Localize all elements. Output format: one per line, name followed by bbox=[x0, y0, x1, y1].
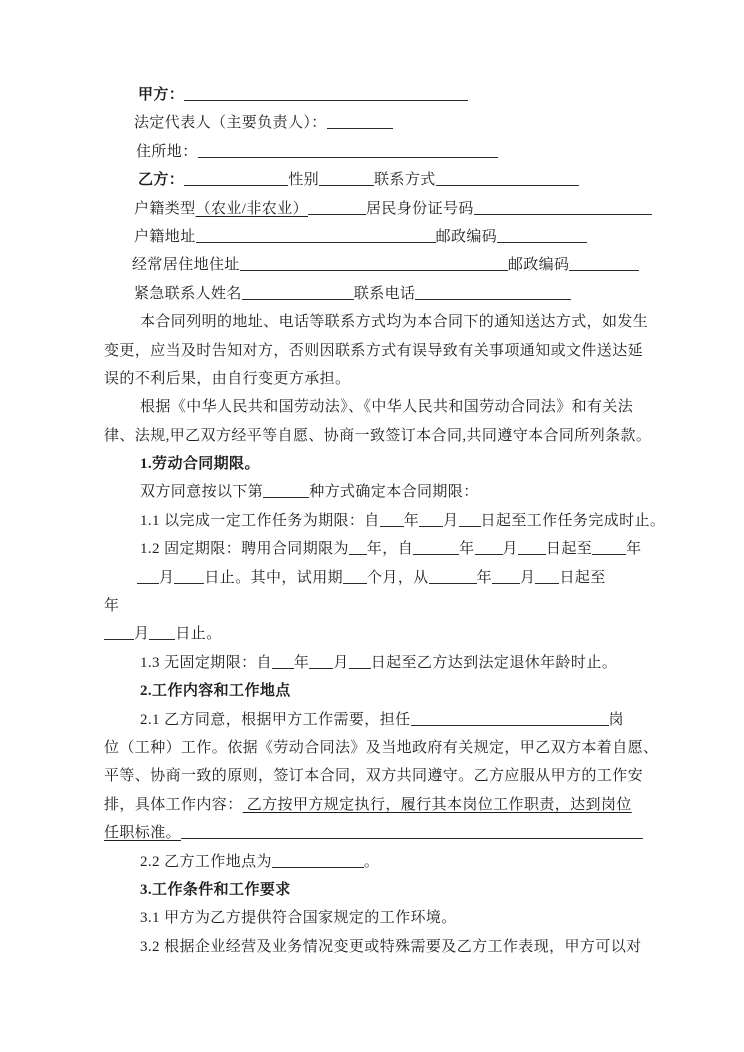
text-run: 2.1 乙方同意，根据甲方工作需要，担任 bbox=[140, 711, 411, 728]
text-run: 变更，应当及时告知对方，否则因联系方式有误导致有关事项通知或文件送达延 bbox=[104, 342, 644, 359]
text-run: 年，自 bbox=[366, 541, 414, 558]
text-run: 日起至 bbox=[559, 569, 606, 586]
text-run: 年 bbox=[459, 541, 475, 558]
blank-fill-field bbox=[492, 569, 520, 584]
text-run: 1.1 以完成一定工作任务为期限：自 bbox=[140, 512, 380, 529]
doc-line bbox=[104, 422, 664, 450]
text-run: 月 bbox=[443, 512, 459, 529]
doc-line bbox=[104, 507, 664, 535]
text-run: 邮政编码 bbox=[507, 257, 570, 274]
text-run: 居民身份证号码 bbox=[365, 200, 474, 217]
text-run: 个月，从 bbox=[367, 569, 429, 586]
text-run: 邮政编码 bbox=[435, 228, 498, 245]
text-run: 年 bbox=[293, 654, 310, 671]
blank-fill-field bbox=[411, 711, 609, 726]
blank-fill-field bbox=[272, 853, 364, 868]
text-run: 。 bbox=[363, 853, 380, 870]
blank-fill-field bbox=[198, 143, 498, 158]
text-run: 经常居住地住址 bbox=[132, 257, 240, 274]
doc-line bbox=[104, 337, 664, 365]
underlined-text: （农业/非农业） bbox=[195, 200, 308, 217]
doc-line bbox=[104, 166, 664, 194]
blank-fill-field bbox=[309, 654, 333, 669]
doc-line bbox=[104, 734, 664, 762]
text-run: 平等、协商一致的原则，签订本合同，双方共同遵守。乙方应服从甲方的工作安 bbox=[104, 768, 644, 785]
bold-text-run: 甲方： bbox=[138, 87, 185, 103]
doc-line bbox=[104, 564, 664, 592]
blank-fill-field bbox=[319, 171, 374, 186]
blank-fill-field bbox=[475, 540, 503, 555]
blank-fill-field bbox=[349, 540, 367, 555]
doc-line bbox=[104, 138, 664, 166]
blank-fill-field bbox=[415, 285, 571, 300]
blank-fill-field bbox=[518, 540, 546, 555]
doc-line bbox=[104, 649, 664, 677]
text-run: 住所地： bbox=[136, 143, 198, 160]
doc-line bbox=[104, 677, 664, 705]
doc-line bbox=[104, 365, 664, 393]
text-run: 性别 bbox=[288, 172, 320, 189]
blank-fill-field bbox=[327, 114, 393, 129]
text-run: 1.3 无固定期限：自 bbox=[140, 654, 272, 671]
bold-text-run: 2.工作内容和工作地点 bbox=[140, 683, 291, 700]
doc-line bbox=[104, 393, 664, 421]
blank-fill-field bbox=[308, 200, 366, 215]
text-run: 日起至 bbox=[545, 541, 593, 558]
doc-line bbox=[104, 620, 664, 648]
blank-fill-field bbox=[569, 256, 639, 271]
blank-fill-field bbox=[242, 285, 354, 300]
blank-fill-field bbox=[343, 569, 367, 584]
text-run: 年 bbox=[104, 598, 120, 615]
blank-fill-field bbox=[272, 654, 294, 669]
blank-fill-field bbox=[174, 569, 204, 584]
text-run: 户籍类型 bbox=[134, 200, 196, 217]
doc-line bbox=[104, 592, 664, 620]
text-run: 种方式确定本合同期限： bbox=[309, 484, 479, 501]
doc-line bbox=[104, 706, 664, 734]
blank-fill-field bbox=[349, 654, 371, 669]
text-run: 月 bbox=[502, 541, 518, 558]
blank-fill-field bbox=[184, 86, 468, 101]
doc-line bbox=[104, 450, 664, 478]
text-run: 本合同列明的地址、电话等联系方式均为本合同下的通知送达方式，如发生 bbox=[140, 314, 649, 331]
doc-line bbox=[104, 819, 664, 847]
blank-fill-field bbox=[263, 483, 309, 498]
bold-text-run: 1.劳动合同期限。 bbox=[140, 456, 260, 473]
bold-text-run: 3.工作条件和工作要求 bbox=[140, 881, 291, 898]
blank-fill-field bbox=[181, 824, 643, 839]
text-run: 联系方式 bbox=[374, 172, 436, 189]
text-run: 法定代表人（主要负责人）： bbox=[134, 115, 327, 132]
text-run: 月 bbox=[134, 626, 150, 643]
doc-line bbox=[104, 251, 664, 279]
text-run: 根据《中华人民共和国劳动法》、《中华人民共和国劳动合同法》和有关法 bbox=[140, 399, 634, 416]
doc-line bbox=[104, 81, 664, 109]
blank-fill-field bbox=[149, 625, 175, 640]
blank-fill-field bbox=[535, 569, 559, 584]
blank-fill-field bbox=[413, 540, 459, 555]
doc-line bbox=[104, 762, 664, 790]
blank-fill-field bbox=[240, 256, 508, 271]
doc-line bbox=[104, 535, 664, 563]
text-run: 月 bbox=[520, 569, 536, 586]
text-run: 月 bbox=[159, 569, 175, 586]
text-run: 岗 bbox=[608, 711, 624, 728]
text-run: 户籍地址 bbox=[134, 228, 196, 245]
blank-fill-field bbox=[474, 200, 652, 215]
text-run: 日止。其中，试用期 bbox=[204, 569, 344, 586]
text-run: 位（工种）工作。依据《劳动合同法》及当地政府有关规定，甲乙双方本着自愿、 bbox=[104, 739, 659, 756]
blank-fill-field bbox=[196, 228, 436, 243]
blank-fill-field bbox=[184, 171, 288, 186]
text-run: 2.2 乙方工作地点为 bbox=[140, 853, 272, 870]
doc-line bbox=[104, 848, 664, 876]
text-run: 误的不利后果，由自行变更方承担。 bbox=[104, 370, 351, 387]
doc-line bbox=[104, 280, 664, 308]
blank-fill-field bbox=[592, 540, 626, 555]
blank-fill-field bbox=[137, 569, 159, 584]
underlined-text: 任职标准。 bbox=[104, 825, 182, 842]
text-run: 紧急联系人姓名 bbox=[134, 285, 242, 302]
text-run: 3.1 甲方为乙方提供符合国家规定的工作环境。 bbox=[140, 910, 457, 927]
doc-line bbox=[104, 933, 664, 961]
text-run: 双方同意按以下第 bbox=[140, 484, 264, 501]
doc-line bbox=[104, 195, 664, 223]
text-run: 律、法规,甲乙双方经平等自愿、协商一致签订本合同,共同遵守本合同所列条款。 bbox=[104, 427, 652, 444]
underlined-text: 乙方按甲方规定执行，履行其本岗位工作职责，达到岗位 bbox=[242, 796, 632, 813]
blank-fill-field bbox=[429, 569, 477, 584]
blank-fill-field bbox=[459, 512, 481, 527]
text-run: 年 bbox=[403, 512, 420, 529]
text-run: 日止。 bbox=[175, 626, 222, 643]
blank-fill-field bbox=[419, 512, 443, 527]
text-run: 年 bbox=[626, 541, 642, 558]
doc-line bbox=[104, 109, 664, 137]
text-run: 月 bbox=[333, 654, 349, 671]
text-run: 1.2 固定期限：聘用合同期限为 bbox=[140, 541, 349, 558]
doc-line bbox=[104, 308, 664, 336]
doc-line bbox=[104, 791, 664, 819]
doc-line bbox=[104, 223, 664, 251]
doc-line bbox=[104, 904, 664, 932]
text-run: 日起至乙方达到法定退休年龄时止。 bbox=[370, 654, 618, 671]
bold-text-run: 乙方： bbox=[138, 172, 185, 189]
doc-line bbox=[104, 876, 664, 904]
text-run: 日起至工作任务完成时止。 bbox=[480, 512, 666, 529]
text-run: 联系电话 bbox=[353, 285, 416, 302]
text-run: 3.2 根据企业经营及业务情况变更或特殊需要及乙方工作表现，甲方可以对 bbox=[140, 938, 642, 955]
text-run: 排，具体工作内容： bbox=[104, 796, 243, 813]
blank-fill-field bbox=[497, 228, 587, 243]
text-run: 年 bbox=[476, 569, 493, 586]
blank-fill-field bbox=[436, 171, 579, 186]
doc-line bbox=[104, 478, 664, 506]
blank-fill-field bbox=[380, 512, 404, 527]
blank-fill-field bbox=[104, 625, 134, 640]
